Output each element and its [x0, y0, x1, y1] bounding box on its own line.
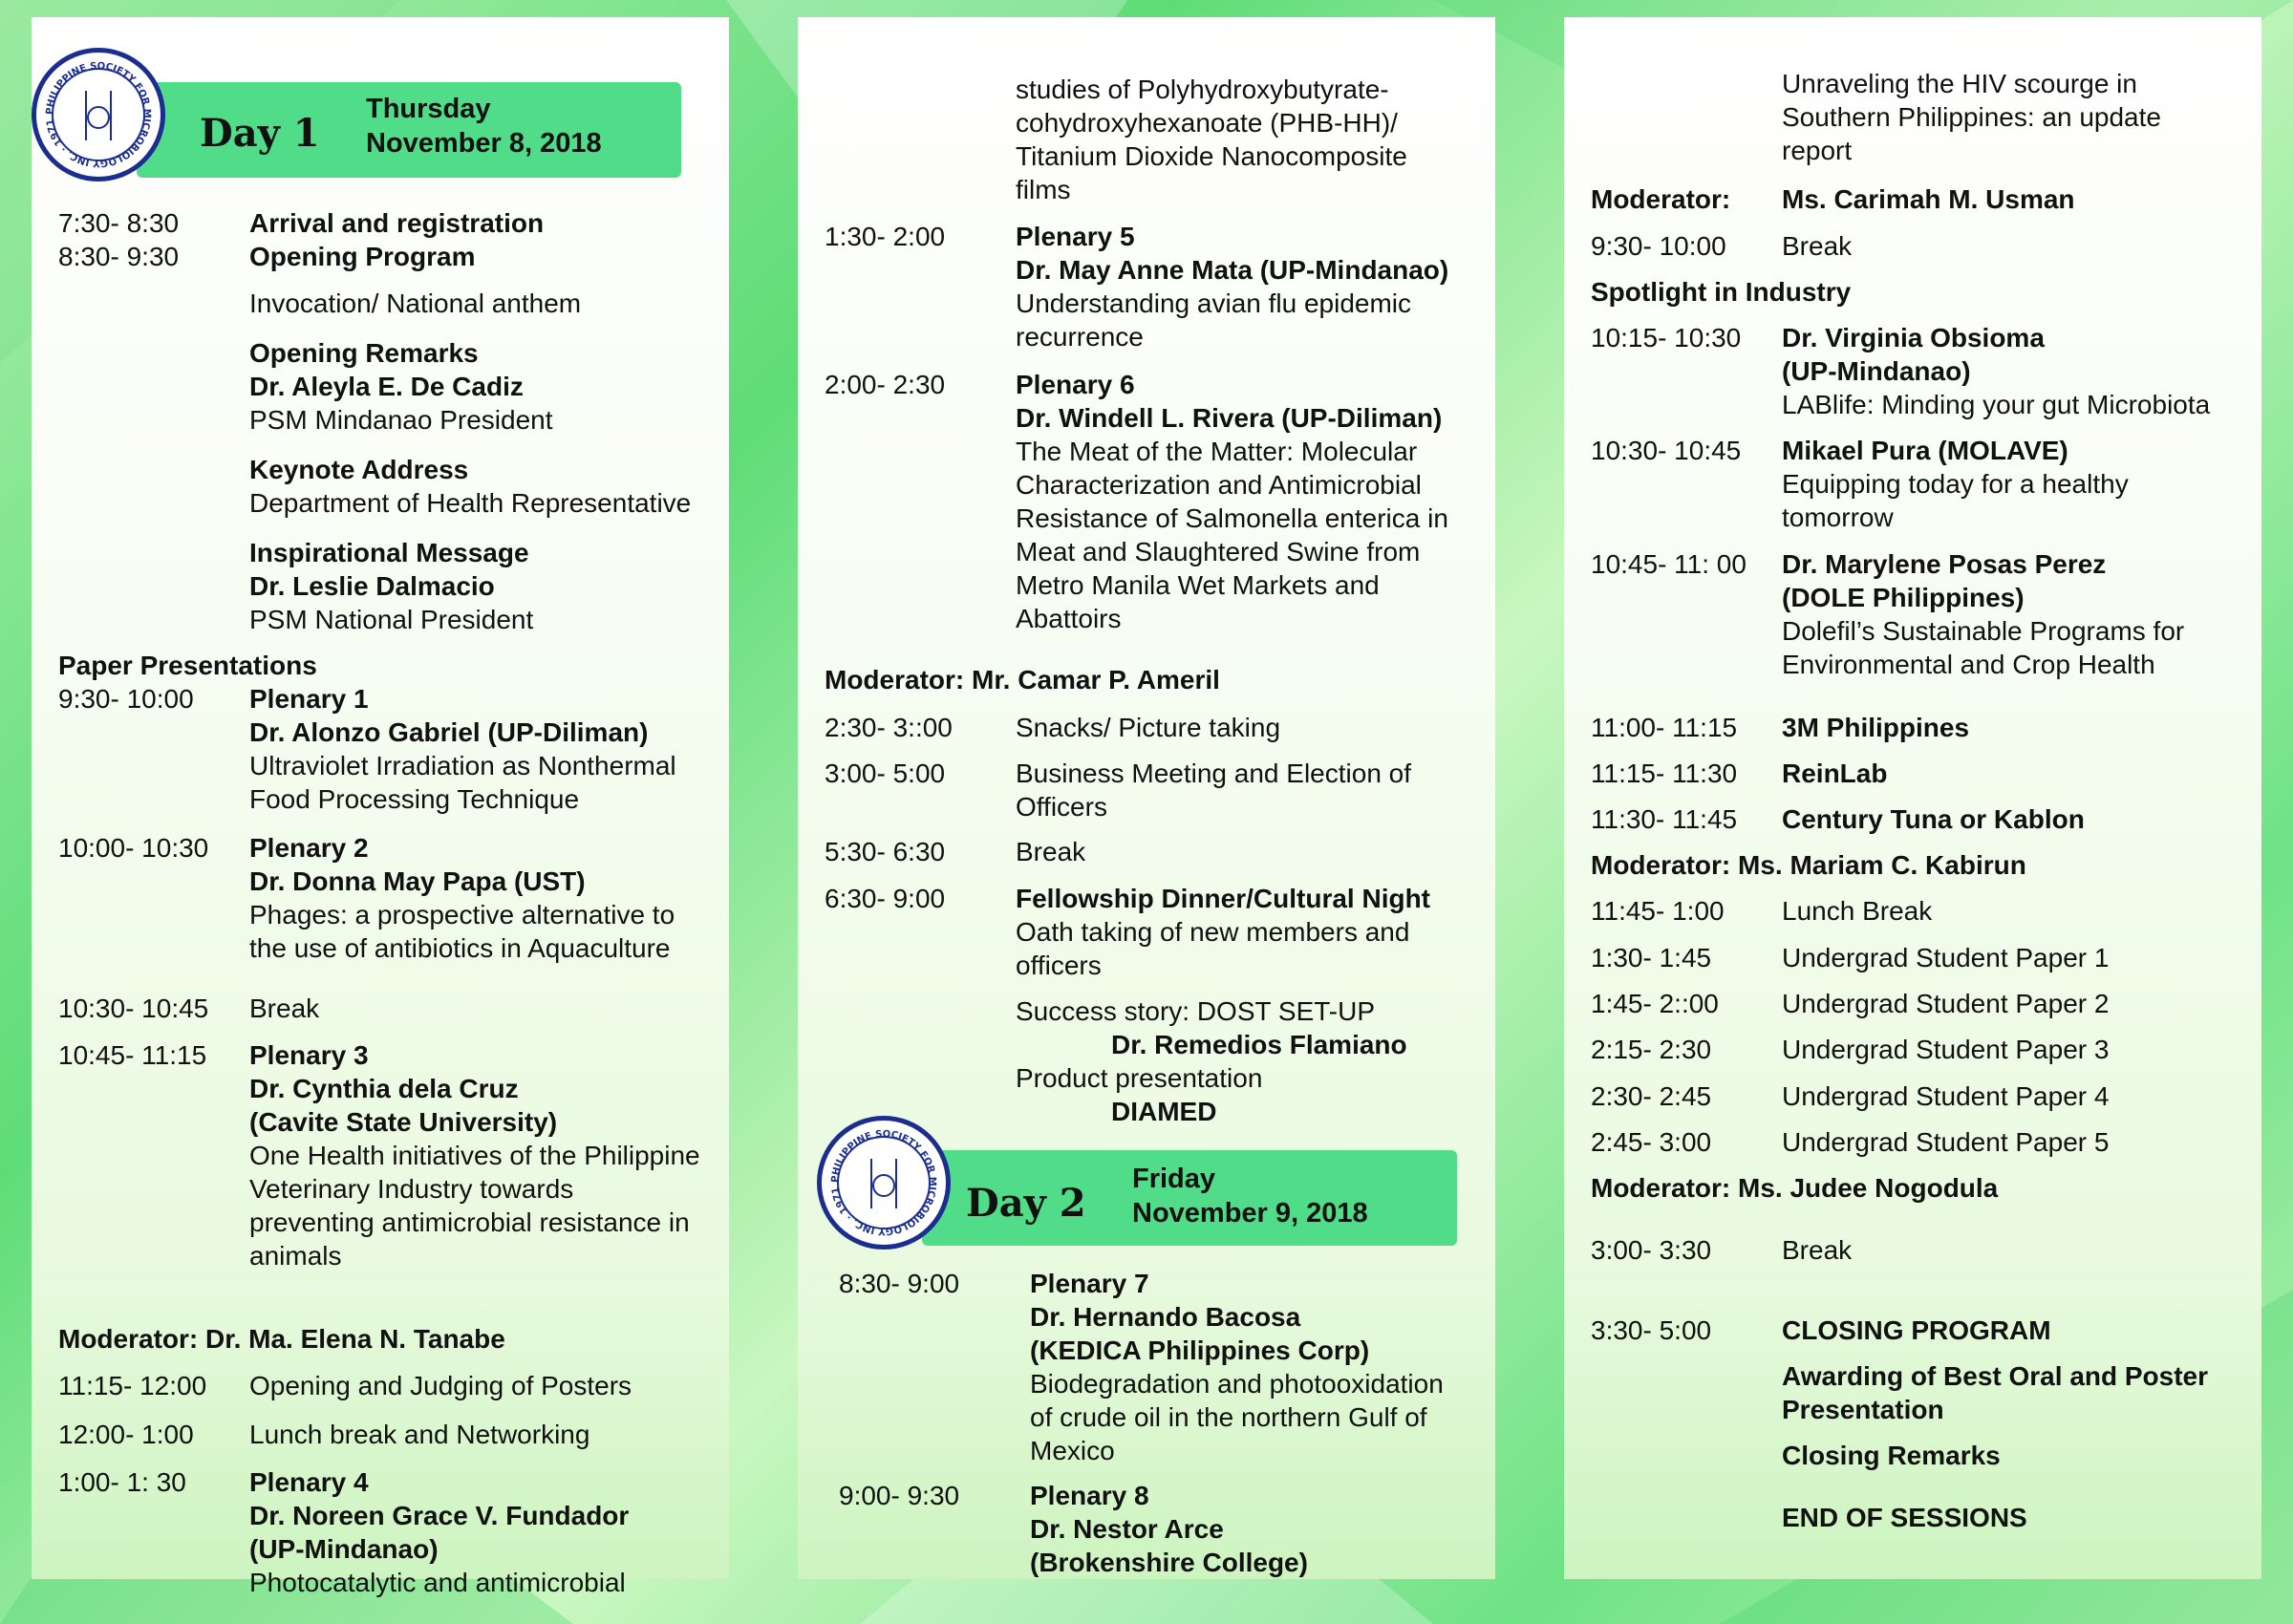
moderator-line: Moderator: Ms. Mariam C. Kabirun: [1591, 850, 2026, 880]
day1-header: [32, 48, 729, 201]
schedule-panel-3: Unraveling the HIV scourge in Southern Philippines: an update report Moderator: Ms. Carimah M. Usman 9:30- 10:00 Break Spotlight in Industry 10:15- 10:30 Dr. Virginia Obsioma (UP-Mindanao) LABlife: Minding your gut Microbiota 10:30- 10:45 Mikael Pura (MOLAVE) Equipping today for a healthy tomorrow 10:45- 11: 00 Dr. Marylene Posas Perez (DOLE Philippines) Dolefil’s Sustainable Programs for Environmental and Crop Health 11:00- 11:15 3M Philippines 11:15- 11:30 ReinLab 11:30- 11:45 Century Tuna or Kablon Moderator: Ms. Mariam C. Kabirun 11:45- 1:00 Lunch Break 1:30- 1:45 Undergrad Student Paper 1 1:45- 2::00 Undergrad Student Paper 2 2:15- 2:30 Undergrad Student Paper 3 2:30- 2:45 Undergrad Student Paper 4 2:45- 3:00 Undergrad Student Paper 5 Moderator: Ms. Judee Nogodula 3:00- 3:30 Break 3:30- 5:00 CLOSING PROGRAM Awarding of Best Oral and Poster Presentation Closing Remarks END OF SESSIONS: [1564, 17, 2261, 1579]
section-heading: Paper Presentations: [58, 651, 317, 680]
day-title: Day 1: [200, 111, 320, 156]
day2-header: [817, 1116, 1514, 1269]
moderator-line: Moderator: Dr. Ma. Elena N. Tanabe: [58, 1324, 505, 1354]
moderator-line: Moderator: Ms. Judee Nogodula: [1591, 1173, 1999, 1203]
day-date: Friday November 9, 2018: [1132, 1164, 1368, 1229]
svg-text:PHILIPPINE SOCIETY FOR MICROBI: PHILIPPINE SOCIETY FOR MICROBIOLOGY INC. · 1971: [44, 60, 153, 169]
section-heading: Spotlight in Industry: [1591, 277, 1852, 307]
psm-seal-logo: [32, 48, 165, 182]
psm-seal-logo: [817, 1116, 951, 1250]
schedule-panel-2: studies of Polyhydroxybutyrate- cohydroxyhexanoate (PHB-HH)/ Titanium Dioxide Nanocomposite films 1:30- 2:00 Plenary 5 Dr. May Anne Mata (UP-Mindanao) Understanding avian flu epidemic recurrence 2:00- 2:30 Plenary 6 Dr. Windell L. Rivera (UP-Diliman) The Meat of the Matter: Molecular Characterization and Antimicrobial Resistance of Salmonella enterica in Meat and Slaughtered Swine from Metro Manila Wet Markets and Abattoirs Moderator: Mr. Camar P. Ameril 2:30- 3::00 Snacks/ Picture taking 3:00- 5:00 Business Meeting and Election of Officers 5:30- 6:30 Break 6:30- 9:00 Fellowship Dinner/Cultural Night Oath taking of new members and officers Success story: DOST SET-UP Dr. Remedios Flamiano Product presentation DIAMED PHILIPPINE SOCIETY FOR MICROBIOLOGY INC. · 1971 Day 2 Friday November 9, 2018 8:30- 9:00 Plenary 7 Dr. Hernando Bacosa (KEDICA Philippines Corp) Biodegradation and photooxidation of crude oil in the northern Gulf of Mexico 9:00- 9:30 Plenary 8 Dr. Nestor Arce (Brokenshire College): [798, 17, 1495, 1579]
day-title: Day 2: [966, 1181, 1086, 1226]
schedule-panel-1: PHILIPPINE SOCIETY FOR MICROBIOLOGY INC. · 1971 Day 1 Thursday November 8, 2018 7:30- 8:30 Arrival and registration 8:30- 9:30 Opening Program Invocation/ National anthem Opening Remarks Dr. Aleyla E. De Cadiz PSM Mindanao President Keynote Address Department of Health Representative Inspirational Message Dr. Leslie Dalmacio PSM National President Paper Presentations 9:30- 10:00 Plenary 1 Dr. Alonzo Gabriel (UP-Diliman) Ultraviolet Irradiation as Nonthermal Food Processing Technique 10:00- 10:30 Plenary 2 Dr. Donna May Papa (UST) Phages: a prospective alternative to the use of antibiotics in Aquaculture 10:30- 10:45 Break 10:45- 11:15 Plenary 3 Dr. Cynthia dela Cruz (Cavite State University) One Health initiatives of the Philippine Veterinary Industry towards preventing antimicrobial resistance in animals Moderator: Dr. Ma. Elena N. Tanabe 11:15- 12:00 Opening and Judging of Posters 12:00- 1:00 Lunch break and Networking 1:00- 1: 30 Plenary 4 Dr. Noreen Grace V. Fundador (UP-Mindanao) Photocatalytic and antimicrobial: [32, 17, 729, 1579]
day-date: Thursday November 8, 2018: [366, 94, 602, 159]
svg-text:PHILIPPINE SOCIETY FOR MICROBI: PHILIPPINE SOCIETY FOR MICROBIOLOGY INC. · 1971: [829, 1128, 938, 1237]
moderator-line: Moderator: Mr. Camar P. Ameril: [825, 665, 1220, 694]
